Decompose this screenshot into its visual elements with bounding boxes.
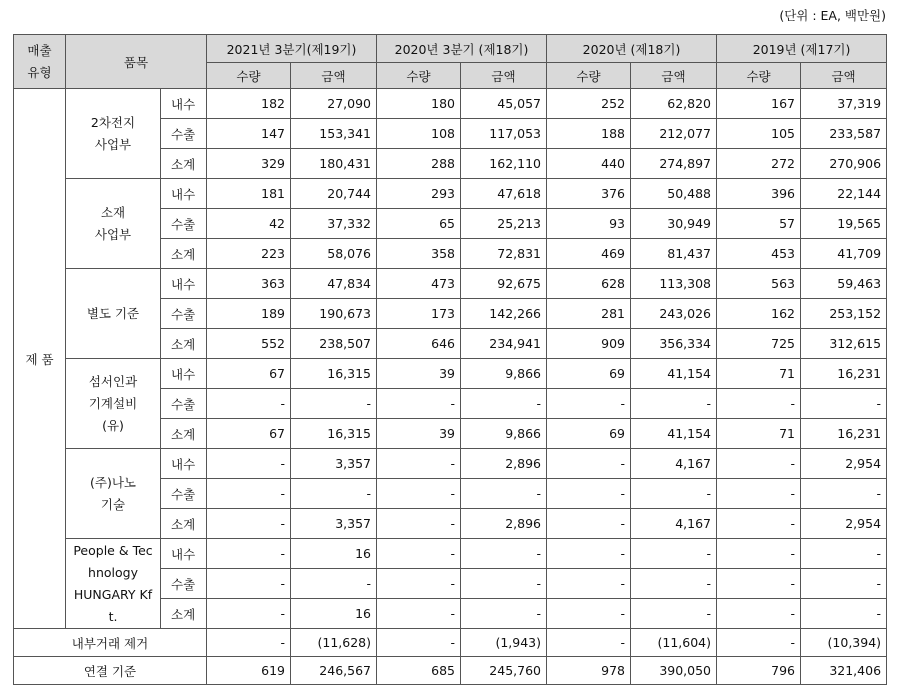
qty-cell: - [207,389,291,419]
qty-cell: - [207,509,291,539]
amount-cell: 59,463 [801,269,887,299]
amount-cell: 113,308 [631,269,717,299]
sub-category-cell: 소계 [161,149,207,179]
qty-cell: - [717,539,801,569]
amount-cell: 238,507 [291,329,377,359]
qty-cell: - [377,509,461,539]
footer-label-cell: 연결 기준 [14,657,207,685]
qty-cell: 65 [377,209,461,239]
amount-cell: 2,896 [461,449,547,479]
amount-cell: (1,943) [461,629,547,657]
amount-cell: 47,618 [461,179,547,209]
qty-cell: 71 [717,359,801,389]
sub-category-cell: 수출 [161,479,207,509]
group-name-cell: People & Tec hnology HUNGARY Kf t. [66,539,161,629]
qty-cell: 39 [377,359,461,389]
group-name-cell: 소재 사업부 [66,179,161,269]
amount-cell: 274,897 [631,149,717,179]
amount-cell: - [461,599,547,629]
amount-cell: 4,167 [631,449,717,479]
qty-cell: 440 [547,149,631,179]
qty-cell: - [717,389,801,419]
amount-cell: 45,057 [461,89,547,119]
qty-cell: 563 [717,269,801,299]
qty-cell: - [717,599,801,629]
amount-cell: 92,675 [461,269,547,299]
amount-cell: 81,437 [631,239,717,269]
amount-cell: 30,949 [631,209,717,239]
header-period: 2019년 (제17기) [717,35,887,63]
qty-cell: 685 [377,657,461,685]
amount-cell: 41,154 [631,419,717,449]
qty-cell: 363 [207,269,291,299]
amount-cell: 356,334 [631,329,717,359]
header-qty: 수량 [547,63,631,89]
amount-cell: - [461,569,547,599]
table-row [14,179,887,209]
qty-cell: 646 [377,329,461,359]
qty-cell: 69 [547,419,631,449]
amount-cell: 16,315 [291,419,377,449]
qty-cell: 796 [717,657,801,685]
amount-cell: 180,431 [291,149,377,179]
qty-cell: 189 [207,299,291,329]
qty-cell: 909 [547,329,631,359]
qty-cell: 288 [377,149,461,179]
amount-cell: - [801,539,887,569]
amount-cell: 22,144 [801,179,887,209]
amount-cell: 27,090 [291,89,377,119]
header-amount: 금액 [291,63,377,89]
qty-cell: - [377,449,461,479]
qty-cell: - [377,479,461,509]
qty-cell: - [547,479,631,509]
amount-cell: 4,167 [631,509,717,539]
qty-cell: 57 [717,209,801,239]
amount-cell: 62,820 [631,89,717,119]
table-row [14,359,887,389]
amount-cell: - [291,479,377,509]
qty-cell: - [717,449,801,479]
qty-cell: 619 [207,657,291,685]
sub-category-cell: 수출 [161,209,207,239]
amount-cell: - [801,479,887,509]
qty-cell: 628 [547,269,631,299]
qty-cell: 180 [377,89,461,119]
amount-cell: - [631,599,717,629]
amount-cell: 246,567 [291,657,377,685]
qty-cell: 272 [717,149,801,179]
amount-cell: - [291,569,377,599]
qty-cell: 108 [377,119,461,149]
table-row [14,89,887,119]
qty-cell: 181 [207,179,291,209]
qty-cell: 105 [717,119,801,149]
amount-cell: - [291,389,377,419]
qty-cell: 147 [207,119,291,149]
header-amount: 금액 [631,63,717,89]
qty-cell: 42 [207,209,291,239]
qty-cell: 182 [207,89,291,119]
header-qty: 수량 [377,63,461,89]
qty-cell: - [377,389,461,419]
qty-cell: 39 [377,419,461,449]
qty-cell: 162 [717,299,801,329]
sub-category-cell: 수출 [161,299,207,329]
qty-cell: - [547,509,631,539]
qty-cell: 293 [377,179,461,209]
amount-cell: - [631,389,717,419]
amount-cell: 19,565 [801,209,887,239]
qty-cell: 69 [547,359,631,389]
qty-cell: - [547,449,631,479]
header-period: 2020년 3분기 (제18기) [377,35,547,63]
qty-cell: 473 [377,269,461,299]
amount-cell: 41,709 [801,239,887,269]
qty-cell: 71 [717,419,801,449]
amount-cell: 16,231 [801,359,887,389]
sub-category-cell: 소계 [161,419,207,449]
header-period: 2020년 (제18기) [547,35,717,63]
sub-category-cell: 내수 [161,179,207,209]
header-amount: 금액 [801,63,887,89]
sub-category-cell: 내수 [161,449,207,479]
amount-cell: 50,488 [631,179,717,209]
amount-cell: (11,628) [291,629,377,657]
sub-category-cell: 소계 [161,329,207,359]
footer-label-cell: 내부거래 제거 [14,629,207,657]
qty-cell: - [717,479,801,509]
group-name-cell: 2차전지 사업부 [66,89,161,179]
table-row [14,539,887,569]
amount-cell: 2,954 [801,449,887,479]
header-sales-type: 매출 유형 [14,35,66,89]
header-qty: 수량 [717,63,801,89]
amount-cell: 253,152 [801,299,887,329]
amount-cell: 3,357 [291,449,377,479]
amount-cell: - [631,569,717,599]
sub-category-cell: 수출 [161,569,207,599]
amount-cell: 233,587 [801,119,887,149]
header-qty: 수량 [207,63,291,89]
amount-cell: - [461,539,547,569]
qty-cell: 329 [207,149,291,179]
qty-cell: 252 [547,89,631,119]
qty-cell: 552 [207,329,291,359]
sales-table [13,34,887,685]
qty-cell: 281 [547,299,631,329]
amount-cell: 16,315 [291,359,377,389]
qty-cell: 396 [717,179,801,209]
qty-cell: - [207,539,291,569]
qty-cell: - [207,479,291,509]
group-name-cell: 섬서인과 기계설비 (유) [66,359,161,449]
amount-cell: 390,050 [631,657,717,685]
amount-cell: (10,394) [801,629,887,657]
amount-cell: 162,110 [461,149,547,179]
qty-cell: - [717,509,801,539]
qty-cell: 67 [207,419,291,449]
amount-cell: 41,154 [631,359,717,389]
qty-cell: 173 [377,299,461,329]
qty-cell: - [547,389,631,419]
header-item: 품목 [66,35,207,89]
sub-category-cell: 내수 [161,539,207,569]
amount-cell: - [461,479,547,509]
qty-cell: 188 [547,119,631,149]
qty-cell: 469 [547,239,631,269]
sub-category-cell: 내수 [161,269,207,299]
amount-cell: 3,357 [291,509,377,539]
amount-cell: - [631,479,717,509]
group-name-cell: 별도 기준 [66,269,161,359]
sub-category-cell: 내수 [161,359,207,389]
amount-cell: 153,341 [291,119,377,149]
qty-cell: 93 [547,209,631,239]
amount-cell: 16 [291,599,377,629]
amount-cell: 245,760 [461,657,547,685]
qty-cell: 376 [547,179,631,209]
qty-cell: - [377,569,461,599]
sales-type-cell: 제 품 [14,89,66,629]
amount-cell: - [801,599,887,629]
amount-cell: 212,077 [631,119,717,149]
qty-cell: - [207,569,291,599]
amount-cell: 234,941 [461,329,547,359]
sub-category-cell: 소계 [161,239,207,269]
sub-category-cell: 소계 [161,599,207,629]
qty-cell: - [377,629,461,657]
amount-cell: 117,053 [461,119,547,149]
amount-cell: 2,954 [801,509,887,539]
header-amount: 금액 [461,63,547,89]
sub-category-cell: 소계 [161,509,207,539]
qty-cell: 453 [717,239,801,269]
qty-cell: 167 [717,89,801,119]
amount-cell: 25,213 [461,209,547,239]
amount-cell: 16 [291,539,377,569]
amount-cell: 20,744 [291,179,377,209]
amount-cell: 16,231 [801,419,887,449]
header-period: 2021년 3분기(제19기) [207,35,377,63]
amount-cell: 37,332 [291,209,377,239]
qty-cell: 67 [207,359,291,389]
amount-cell: 58,076 [291,239,377,269]
sub-category-cell: 수출 [161,119,207,149]
qty-cell: 725 [717,329,801,359]
qty-cell: - [547,629,631,657]
qty-cell: - [717,569,801,599]
table-row [14,269,887,299]
amount-cell: (11,604) [631,629,717,657]
qty-cell: - [377,539,461,569]
amount-cell: 9,866 [461,419,547,449]
amount-cell: - [631,539,717,569]
amount-cell: 2,896 [461,509,547,539]
qty-cell: - [547,539,631,569]
amount-cell: 270,906 [801,149,887,179]
amount-cell: 321,406 [801,657,887,685]
qty-cell: 358 [377,239,461,269]
group-name-cell: (주)나노 기술 [66,449,161,539]
qty-cell: - [207,599,291,629]
amount-cell: 37,319 [801,89,887,119]
qty-cell: 978 [547,657,631,685]
amount-cell: 243,026 [631,299,717,329]
qty-cell: 223 [207,239,291,269]
amount-cell: - [801,389,887,419]
sub-category-cell: 내수 [161,89,207,119]
amount-cell: - [801,569,887,599]
qty-cell: - [207,629,291,657]
qty-cell: - [547,569,631,599]
qty-cell: - [377,599,461,629]
qty-cell: - [547,599,631,629]
qty-cell: - [207,449,291,479]
amount-cell: 47,834 [291,269,377,299]
amount-cell: 190,673 [291,299,377,329]
sub-category-cell: 수출 [161,389,207,419]
amount-cell: 142,266 [461,299,547,329]
table-row [14,629,887,657]
table-row [14,449,887,479]
amount-cell: 9,866 [461,359,547,389]
unit-note: (단위 : EA, 백만원) [779,8,886,23]
table-row [14,657,887,685]
amount-cell: 312,615 [801,329,887,359]
amount-cell: 72,831 [461,239,547,269]
qty-cell: - [717,629,801,657]
amount-cell: - [461,389,547,419]
